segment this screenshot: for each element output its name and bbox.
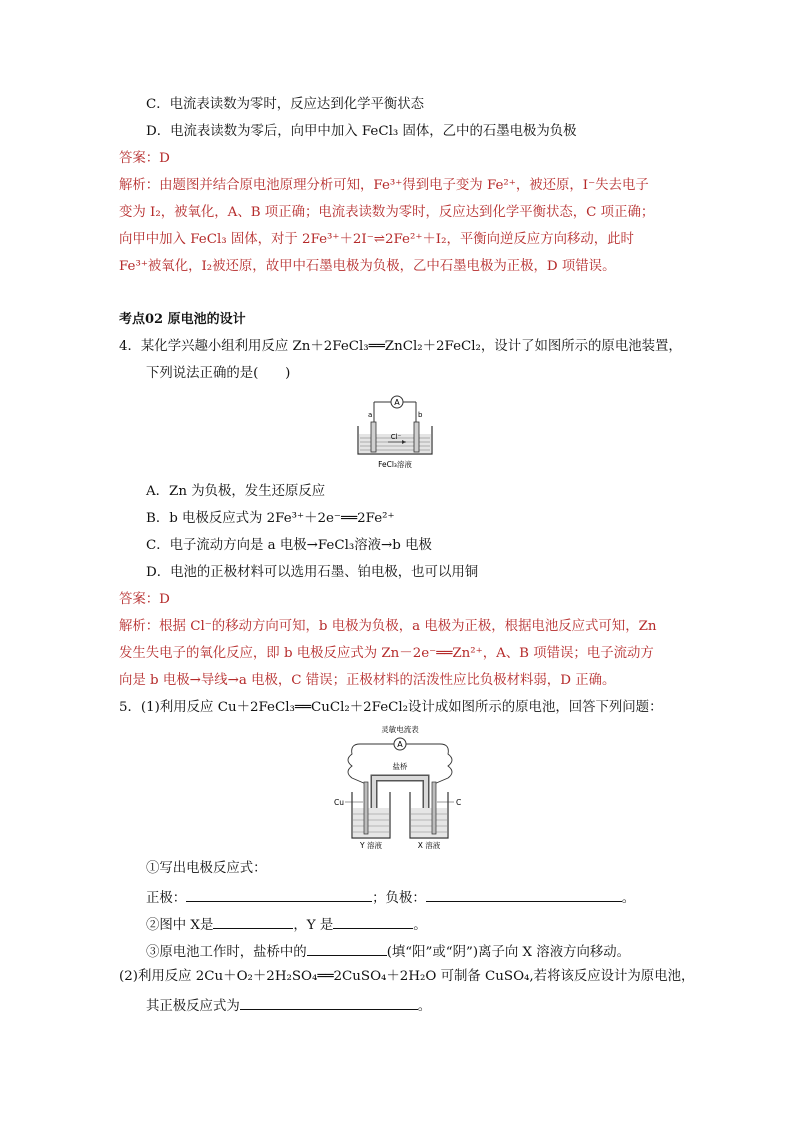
- q3-analysis-line-1: 解析：由题图并结合原电池原理分析可知，Fe³⁺得到电子变为 Fe²⁺，被还原，I⁻失去电子: [119, 178, 649, 193]
- q4-ion-label: Cl⁻: [390, 433, 402, 441]
- q5-part2-line-2: [146, 995, 431, 1016]
- ion-answer-blank[interactable]: [307, 941, 387, 956]
- q5-q1-prompt: ①写出电极反应式：: [146, 861, 267, 876]
- q4-analysis-line-2: 发生失电子的氧化反应，即 b 电极反应式为 Zn－2e⁻══Zn²⁺，A、B 项错误；电子流动方: [119, 646, 654, 661]
- q4-stem-line-2: 下列说法正确的是( ): [146, 366, 291, 381]
- q4-analysis-line-3: 向是 b 电极→导线→a 电极，C 错误；正极材料的活泼性应比负极材料弱，D 正确。: [119, 673, 616, 688]
- q4-analysis-line-1: 解析：根据 Cl⁻的移动方向可知，b 电极为负极，a 电极为正极，根据电池反应式可知，Zn: [119, 619, 657, 634]
- q5-q2-end: 。: [413, 918, 427, 933]
- positive-electrode-label: 正极：: [146, 891, 187, 906]
- q4-cell-diagram: [350, 388, 440, 472]
- q5-meter-label: 灵敏电流表: [381, 725, 419, 734]
- q5-stem: 5．(1)利用反应 Cu＋2FeCl₃══CuCl₂＋2FeCl₂设计成如图所示的原电池，回答下列问题：: [119, 700, 663, 715]
- q5-q3-prefix: ③原电池工作时，盐桥中的: [146, 945, 307, 960]
- q3-option-c: C．电流表读数为零时，反应达到化学平衡状态: [146, 97, 425, 112]
- negative-electrode-label: ；负极：: [372, 891, 426, 906]
- q4-option-a: A．Zn 为负极，发生还原反应: [146, 484, 326, 499]
- q5-ammeter-label: A: [397, 740, 403, 749]
- q5-solution-right: [411, 808, 447, 837]
- q4-stem-line-1: 4．某化学兴趣小组利用反应 Zn＋2FeCl₃══ZnCl₂＋2FeCl₂，设计了如图所示的原电池装置，: [119, 339, 682, 354]
- q4-answer: 答案：D: [119, 592, 170, 607]
- part2-positive-electrode-blank[interactable]: [240, 995, 418, 1010]
- q5-q2-prefix: ②图中 X是: [146, 918, 214, 933]
- q5-c-label: C: [456, 798, 462, 807]
- q5-solution-left: [353, 808, 389, 837]
- q5-part2-end: 。: [417, 999, 432, 1014]
- q5-c-electrode: [432, 782, 436, 834]
- q5-electrode-reaction-line: [146, 887, 635, 908]
- q5-cell-diagram: [330, 722, 470, 852]
- q5-cu-electrode: [364, 782, 368, 834]
- q4-solution-label: FeCl₃溶液: [378, 460, 412, 469]
- q4-electrode-a-label: a: [368, 411, 373, 419]
- q3-option-d: D．电流表读数为零后，向甲中加入 FeCl₃ 固体，乙中的石墨电极为负极: [146, 124, 577, 139]
- end-period: 。: [621, 891, 636, 906]
- q5-x-solution-label: X 溶液: [417, 841, 441, 850]
- q5-q2-mid: ，Y 是: [293, 918, 334, 933]
- q4-electrode-a: [371, 422, 376, 452]
- q3-answer: 答案：D: [119, 151, 170, 166]
- q4-option-b: B．b 电极反应式为 2Fe³⁺＋2e⁻══2Fe²⁺: [146, 511, 395, 526]
- q5-part2-line-1: (2)利用反应 2Cu＋O₂＋2H₂SO₄══2CuSO₄＋2H₂O 可制备 CuSO₄,若将该反应设计为原电池，: [119, 969, 695, 984]
- q4-electrode-b-label: b: [418, 411, 423, 419]
- q4-option-c: C．电子流动方向是 a 电极→FeCl₃溶液→b 电极: [146, 538, 432, 553]
- q5-y-solution-label: Y 溶液: [360, 841, 382, 850]
- q5-q3-suffix: (填“阳”或“阴”)离子向 X 溶液方向移动。: [386, 945, 631, 960]
- x-solution-answer-blank[interactable]: [213, 914, 293, 929]
- q4-electrode-b: [414, 422, 419, 452]
- q3-analysis-line-4: Fe³⁺被氧化，I₂被还原，故甲中石墨电极为负极，乙中石墨电极为正极，D 项错误。: [119, 259, 616, 274]
- q5-salt-bridge-label: 盐桥: [392, 762, 408, 771]
- q5-cu-label: Cu: [334, 798, 344, 807]
- q5-part2-prompt: 其正极反应式为: [146, 999, 240, 1014]
- section-heading: 考点02 原电池的设计: [119, 312, 246, 327]
- q3-analysis-line-3: 向甲中加入 FeCl₃ 固体，对于 2Fe³⁺＋2I⁻⇌2Fe²⁺＋I₂，平衡向逆反应方向移动，此时: [119, 232, 634, 247]
- q5-q3-line: [146, 941, 630, 962]
- y-solution-answer-blank[interactable]: [333, 914, 413, 929]
- q5-q2-line: [146, 914, 427, 935]
- q3-analysis-line-2: 变为 I₂，被氧化，A、B 项正确；电流表读数为零时，反应达到化学平衡状态，C 项正确；: [119, 205, 655, 220]
- q4-option-d: D．电池的正极材料可以选用石墨、铂电极，也可以用铜: [146, 565, 479, 580]
- q4-ammeter-label: A: [394, 398, 400, 407]
- positive-electrode-answer-blank[interactable]: [186, 887, 372, 902]
- negative-electrode-answer-blank[interactable]: [426, 887, 622, 902]
